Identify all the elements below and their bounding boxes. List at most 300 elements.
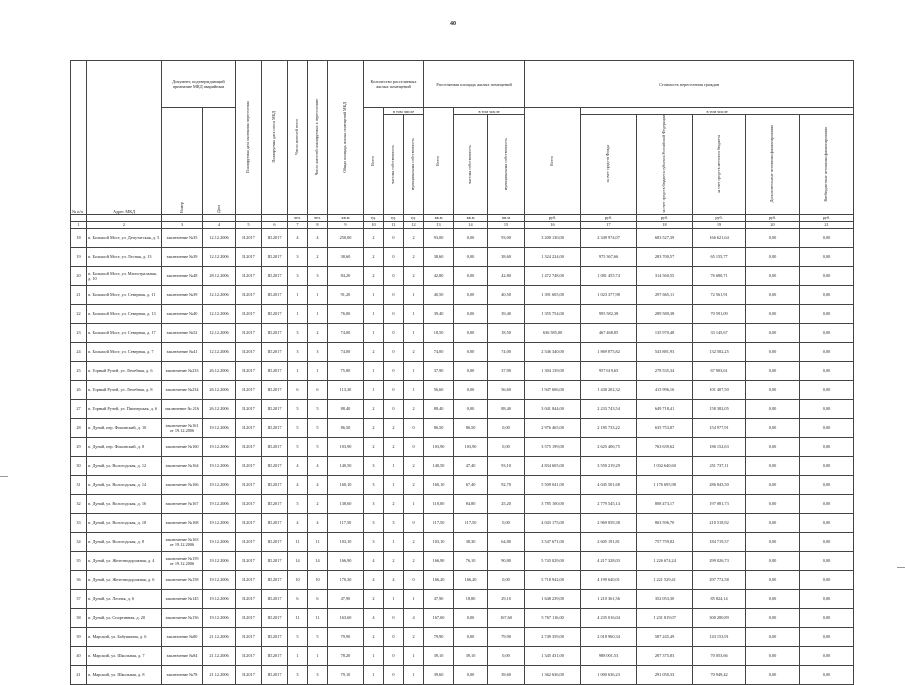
cost-total-cell: 2 546 340,00	[525, 342, 581, 361]
cost-total-cell: 1 324 224,00	[525, 247, 581, 266]
count-private-cell: 0	[384, 285, 404, 304]
address-cell: п. Большой Мост, ул. Лесная, д. 13	[87, 247, 162, 266]
address-cell: п. Дунай, ул. Лесная, д. 6	[87, 589, 162, 608]
area-private-cell: 0,00	[454, 399, 488, 418]
column-number-cell: 18	[637, 221, 693, 228]
count-municipal-cell: 2	[404, 475, 424, 494]
residents-to-move-cell: 2	[308, 247, 328, 266]
area-total-cell: 37,90	[424, 361, 454, 380]
area-private-cell: 0,00	[454, 247, 488, 266]
area-private-cell: 0,00	[454, 285, 488, 304]
count-private-cell: 0	[384, 665, 404, 684]
table-row	[71, 437, 854, 456]
header-num: № п/п	[71, 61, 87, 215]
area-total-cell: 38,60	[424, 247, 454, 266]
total-area-cell: 84,20	[328, 266, 364, 285]
total-area-cell: 166,90	[328, 551, 364, 570]
document-date-cell: 12.12.2006	[203, 285, 236, 304]
residents-cell: 6	[288, 589, 308, 608]
header-residents-to-move: Число жителей планируемых к переселению	[308, 61, 328, 215]
cost-fund-cell: 1 000 636,23	[581, 665, 637, 684]
count-total-cell: 2	[364, 399, 384, 418]
count-municipal-cell: 1	[404, 494, 424, 513]
unit-cell	[71, 214, 87, 221]
count-total-cell: 3	[364, 513, 384, 532]
area-municipal-cell: 0,00	[488, 513, 525, 532]
plan-end-cell: II.2017	[236, 589, 262, 608]
cost-offbudget-cell: 0,00	[800, 665, 854, 684]
row-number-cell: 36	[71, 570, 87, 589]
cost-offbudget-cell: 0,00	[800, 247, 854, 266]
header-count-municipal: муниципальная собственность	[404, 115, 424, 215]
area-total-cell: 47,90	[424, 589, 454, 608]
cost-extra-cell: 0,00	[746, 494, 800, 513]
cost-extra-cell: 0,00	[746, 532, 800, 551]
total-area-cell: 250,00	[328, 228, 364, 247]
residents-to-move-cell: 5	[308, 437, 328, 456]
column-numbers-row	[71, 221, 854, 228]
header-cost-fund: за счет средств Фонда	[581, 115, 637, 215]
plan-end-cell: II.2017	[236, 551, 262, 570]
area-total-cell: 103,90	[424, 437, 454, 456]
cost-local-cell: 186 152,63	[693, 437, 746, 456]
address-cell: п. Марский, ул. Бабушкина, д. 6	[87, 627, 162, 646]
plan-demolish-cell: III.2017	[262, 475, 288, 494]
table-row	[71, 589, 854, 608]
column-number-cell: 11	[384, 221, 404, 228]
cost-fund-cell: 2 625 406,75	[581, 437, 637, 456]
plan-end-cell: II.2017	[236, 532, 262, 551]
row-number-cell: 21	[71, 285, 87, 304]
residents-to-move-cell: 5	[308, 418, 328, 437]
relocation-table	[70, 60, 854, 685]
cost-fund-cell: 2 185 733,22	[581, 418, 637, 437]
residents-to-move-cell: 3	[308, 665, 328, 684]
table-body	[71, 228, 854, 684]
residents-cell: 1	[288, 304, 308, 323]
total-area-cell: 160,10	[328, 475, 364, 494]
document-number-cell: заключение №167	[162, 494, 203, 513]
table-row	[71, 380, 854, 399]
area-private-cell: 0,00	[454, 627, 488, 646]
cost-local-cell: 101 407,50	[693, 380, 746, 399]
cost-extra-cell: 0,00	[746, 247, 800, 266]
area-private-cell: 0,00	[454, 380, 488, 399]
residents-to-move-cell: 6	[308, 589, 328, 608]
area-private-cell: 18,80	[454, 589, 488, 608]
plan-end-cell: II.2017	[236, 494, 262, 513]
count-total-cell: 2	[364, 589, 384, 608]
row-number-cell: 30	[71, 456, 87, 475]
unit-cell	[236, 214, 262, 221]
document-number-cell: заключение №164	[162, 456, 203, 475]
area-private-cell: 0,00	[454, 342, 488, 361]
residents-cell: 3	[288, 266, 308, 285]
plan-demolish-cell: III.2017	[262, 665, 288, 684]
unit-cell: руб.	[525, 214, 581, 221]
plan-end-cell: II.2017	[236, 361, 262, 380]
area-private-cell: 0,00	[454, 608, 488, 627]
table-row	[71, 456, 854, 475]
cost-fund-cell: 995 582,38	[581, 304, 637, 323]
count-municipal-cell: 2	[404, 228, 424, 247]
cost-fund-cell: 1 430 202,32	[581, 380, 637, 399]
unit-cell: кв.м	[424, 214, 454, 221]
count-municipal-cell: 1	[404, 380, 424, 399]
area-total-cell: 88,40	[424, 399, 454, 418]
table-row	[71, 361, 854, 380]
address-cell: п. Дунай, ул. Железнодорожная, д. 6	[87, 570, 162, 589]
cost-total-cell: 1 345 431,00	[525, 646, 581, 665]
row-number-cell: 41	[71, 665, 87, 684]
address-cell: п. Дунай, ул. Спортивная, д. 20	[87, 608, 162, 627]
area-private-cell: 39,10	[454, 646, 488, 665]
table-row	[71, 513, 854, 532]
total-area-cell: 78,20	[328, 646, 364, 665]
count-municipal-cell: 4	[404, 608, 424, 627]
count-private-cell: 0	[384, 608, 404, 627]
document-date-cell: 19.12.2006	[203, 513, 236, 532]
plan-end-cell: II.2017	[236, 437, 262, 456]
residents-to-move-cell: 3	[308, 342, 328, 361]
cost-subject-cell: 135 970,48	[637, 323, 693, 342]
total-area-cell: 86,50	[328, 418, 364, 437]
address-cell: п. Большой Мост, ул. Депутатская, д. 5	[87, 228, 162, 247]
cost-extra-cell: 0,00	[746, 627, 800, 646]
cost-offbudget-cell: 0,00	[800, 361, 854, 380]
document-date-cell: 12.12.2006	[203, 342, 236, 361]
area-total-cell: 18,50	[424, 323, 454, 342]
cost-total-cell: 5 509 041,00	[525, 475, 581, 494]
unit-cell: кв.м	[488, 214, 525, 221]
residents-to-move-cell: 1	[308, 361, 328, 380]
cost-total-cell: 2 976 465,00	[525, 418, 581, 437]
cost-subject-cell: 1 231 819,07	[637, 608, 693, 627]
cost-local-cell: 158 382,05	[693, 399, 746, 418]
document-number-cell: заключение №40	[162, 304, 203, 323]
plan-end-cell: II.2017	[236, 323, 262, 342]
area-total-cell: 40,50	[424, 285, 454, 304]
cost-extra-cell: 0,00	[746, 475, 800, 494]
row-number-cell: 34	[71, 532, 87, 551]
count-municipal-cell: 1	[404, 646, 424, 665]
row-number-cell: 22	[71, 304, 87, 323]
document-date-cell: 19.12.2006	[203, 608, 236, 627]
cost-subject-cell: 808 473,17	[637, 494, 693, 513]
count-municipal-cell: 0	[404, 437, 424, 456]
row-number-cell: 25	[71, 361, 87, 380]
area-municipal-cell: 88,40	[488, 399, 525, 418]
row-number-cell: 35	[71, 551, 87, 570]
address-cell: п. Дунай, ул. Вологодская, д. 14	[87, 475, 162, 494]
count-total-cell: 2	[364, 228, 384, 247]
plan-demolish-cell: III.2017	[262, 418, 288, 437]
header-doc-group: Документ, подтверждающий признание МКД аварийным	[162, 61, 236, 108]
header-total-area: Общая площадь жилых помещений МКД	[328, 61, 364, 215]
cost-total-cell: 5 767 116,00	[525, 608, 581, 627]
column-number-cell: 6	[262, 221, 288, 228]
count-total-cell: 4	[364, 551, 384, 570]
residents-to-move-cell: 4	[308, 513, 328, 532]
unit-cell	[162, 214, 203, 221]
cost-total-cell: 5 718 942,00	[525, 570, 581, 589]
plan-end-cell: II.2017	[236, 228, 262, 247]
residents-to-move-cell: 4	[308, 456, 328, 475]
cost-offbudget-cell: 0,00	[800, 513, 854, 532]
unit-cell: кв.м	[454, 214, 488, 221]
plan-demolish-cell: III.2017	[262, 285, 288, 304]
count-private-cell: 2	[384, 551, 404, 570]
cost-total-cell: 1 947 606,00	[525, 380, 581, 399]
header-plan-demolish: Планируемая дата сноса МКД	[262, 61, 288, 215]
residents-cell: 4	[288, 228, 308, 247]
row-number-cell: 20	[71, 266, 87, 285]
table-row	[71, 266, 854, 285]
column-number-cell: 21	[800, 221, 854, 228]
area-private-cell: 47,40	[454, 456, 488, 475]
unit-cell: ед.	[384, 214, 404, 221]
residents-cell: 1	[288, 285, 308, 304]
column-number-cell: 3	[162, 221, 203, 228]
plan-demolish-cell: III.2017	[262, 608, 288, 627]
cost-extra-cell: 0,00	[746, 551, 800, 570]
plan-demolish-cell: III.2017	[262, 266, 288, 285]
residents-cell: 5	[288, 627, 308, 646]
cost-extra-cell: 0,00	[746, 266, 800, 285]
count-municipal-cell: 2	[404, 532, 424, 551]
residents-to-move-cell: 3	[308, 266, 328, 285]
count-private-cell: 1	[384, 532, 404, 551]
address-cell: п. Большой Мост, ул. Северная, д. 11	[87, 285, 162, 304]
cost-offbudget-cell: 0,00	[800, 608, 854, 627]
cost-offbudget-cell: 0,00	[800, 551, 854, 570]
count-total-cell: 2	[364, 437, 384, 456]
count-private-cell: 2	[384, 418, 404, 437]
plan-end-cell: II.2017	[236, 608, 262, 627]
header-cost-group: Стоимость переселения граждан	[525, 61, 854, 108]
area-municipal-cell: 18,50	[488, 323, 525, 342]
residents-to-move-cell: 5	[308, 399, 328, 418]
residents-to-move-cell: 10	[308, 570, 328, 589]
total-area-cell: 47,90	[328, 589, 364, 608]
plan-demolish-cell: III.2017	[262, 228, 288, 247]
cost-local-cell: 154 977,91	[693, 418, 746, 437]
column-number-cell: 16	[525, 221, 581, 228]
table-row	[71, 304, 854, 323]
plan-end-cell: II.2017	[236, 627, 262, 646]
document-number-cell: заключение №168	[162, 513, 203, 532]
unit-cell: кв.м	[328, 214, 364, 221]
count-total-cell: 3	[364, 475, 384, 494]
count-municipal-cell: 0	[404, 570, 424, 589]
plan-end-cell: II.2017	[236, 285, 262, 304]
count-private-cell: 1	[384, 456, 404, 475]
count-private-cell: 2	[384, 437, 404, 456]
header-cost-subject-budget: за счет средств бюджета субъекта Российской Федерации	[637, 115, 693, 215]
cost-offbudget-cell: 0,00	[800, 456, 854, 475]
count-municipal-cell: 1	[404, 361, 424, 380]
document-date-cell: 19.12.2006	[203, 494, 236, 513]
residents-to-move-cell: 1	[308, 304, 328, 323]
area-private-cell: 0,00	[454, 266, 488, 285]
residents-to-move-cell: 11	[308, 532, 328, 551]
document-number-cell: заключение №52	[162, 323, 203, 342]
document-number-cell: заключение №160	[162, 437, 203, 456]
count-private-cell: 0	[384, 380, 404, 399]
table-row	[71, 323, 854, 342]
residents-cell: 6	[288, 380, 308, 399]
area-municipal-cell: 64,80	[488, 532, 525, 551]
count-municipal-cell: 1	[404, 285, 424, 304]
area-private-cell: 86,50	[454, 418, 488, 437]
address-cell: п. Большой Мост, ул. Северная, д. 7	[87, 342, 162, 361]
area-total-cell: 39,60	[424, 665, 454, 684]
cost-local-cell: 67 903,61	[693, 361, 746, 380]
count-municipal-cell: 1	[404, 304, 424, 323]
area-municipal-cell: 167,60	[488, 608, 525, 627]
plan-demolish-cell: III.2017	[262, 380, 288, 399]
area-total-cell: 56,60	[424, 380, 454, 399]
unit-cell: руб.	[693, 214, 746, 221]
cost-fund-cell: 2 018 960,34	[581, 627, 637, 646]
plan-end-cell: II.2017	[236, 646, 262, 665]
cost-extra-cell: 0,00	[746, 437, 800, 456]
document-number-cell: заключение №234	[162, 380, 203, 399]
document-date-cell: 12.12.2006	[203, 323, 236, 342]
cost-offbudget-cell: 0,00	[800, 418, 854, 437]
total-area-cell: 79,10	[328, 665, 364, 684]
residents-cell: 3	[288, 342, 308, 361]
area-municipal-cell: 90,80	[488, 551, 525, 570]
cost-total-cell: 3 547 671,00	[525, 532, 581, 551]
area-total-cell: 117,50	[424, 513, 454, 532]
plan-end-cell: II.2017	[236, 266, 262, 285]
units-row	[71, 214, 854, 221]
area-municipal-cell: 79,90	[488, 627, 525, 646]
column-number-cell: 1	[71, 221, 87, 228]
cost-local-cell: 85 824,14	[693, 589, 746, 608]
table-row	[71, 627, 854, 646]
unit-cell: руб.	[800, 214, 854, 221]
header-address: Адрес МКД	[87, 61, 162, 215]
header-residents: Число жителей всего	[288, 61, 308, 215]
area-total-cell: 103,10	[424, 532, 454, 551]
area-total-cell: 160,10	[424, 475, 454, 494]
area-total-cell: 39,10	[424, 646, 454, 665]
cost-fund-cell: 2 349 974,07	[581, 228, 637, 247]
area-private-cell: 0,00	[454, 228, 488, 247]
address-cell: п. Марский, ул. Школьная, д. 8	[87, 665, 162, 684]
count-municipal-cell: 2	[404, 456, 424, 475]
row-number-cell: 31	[71, 475, 87, 494]
cost-local-cell: 184 719,37	[693, 532, 746, 551]
header-area-private: частная собственность	[454, 115, 488, 215]
unit-cell	[203, 214, 236, 221]
plan-demolish-cell: III.2017	[262, 532, 288, 551]
area-private-cell: 76,10	[454, 551, 488, 570]
plan-demolish-cell: III.2017	[262, 589, 288, 608]
cost-offbudget-cell: 0,00	[800, 323, 854, 342]
cost-local-cell: 299 026,73	[693, 551, 746, 570]
total-area-cell: 103,10	[328, 532, 364, 551]
count-total-cell: 1	[364, 285, 384, 304]
residents-to-move-cell: 5	[308, 627, 328, 646]
cost-local-cell: 76 680,71	[693, 266, 746, 285]
row-number-cell: 27	[71, 399, 87, 418]
cost-fund-cell: 4 235 016,04	[581, 608, 637, 627]
plan-end-cell: II.2017	[236, 456, 262, 475]
unit-cell: чел.	[308, 214, 328, 221]
address-cell: п. Дунай, ул. Вологодская, д. 18	[87, 513, 162, 532]
address-cell: п. Дунай, пер. Фокинский, д. 10	[87, 418, 162, 437]
area-private-cell: 67,40	[454, 475, 488, 494]
document-number-cell: заключение № 216	[162, 399, 203, 418]
total-area-cell: 103,90	[328, 437, 364, 456]
cost-offbudget-cell: 0,00	[800, 304, 854, 323]
left-margin-mark	[0, 476, 8, 477]
cost-offbudget-cell: 0,00	[800, 342, 854, 361]
total-area-cell: 76,00	[328, 304, 364, 323]
header-cost-total: Всего	[525, 108, 581, 215]
plan-demolish-cell: III.2017	[262, 437, 288, 456]
count-total-cell: 1	[364, 646, 384, 665]
cost-offbudget-cell: 0,00	[800, 437, 854, 456]
cost-offbudget-cell: 0,00	[800, 627, 854, 646]
count-total-cell: 1	[364, 323, 384, 342]
column-number-cell: 17	[581, 221, 637, 228]
cost-total-cell: 1 391 605,00	[525, 285, 581, 304]
cost-subject-cell: 763 639,62	[637, 437, 693, 456]
right-margin-mark	[897, 567, 905, 568]
count-municipal-cell: 2	[404, 342, 424, 361]
cost-local-cell: 132 582,25	[693, 342, 746, 361]
document-date-cell: 19.12.2006	[203, 570, 236, 589]
table-row	[71, 399, 854, 418]
row-number-cell: 26	[71, 380, 87, 399]
area-private-cell: 0,00	[454, 323, 488, 342]
header-cost-offbudget: Внебюджетные источники финансирования	[800, 115, 854, 215]
residents-to-move-cell: 2	[308, 494, 328, 513]
header-count-group: Количество расселяемых жилых помещений	[364, 61, 424, 108]
count-total-cell: 2	[364, 342, 384, 361]
cost-fund-cell: 467 468,85	[581, 323, 637, 342]
cost-extra-cell: 0,00	[746, 380, 800, 399]
cost-offbudget-cell: 0,00	[800, 285, 854, 304]
count-municipal-cell: 0	[404, 513, 424, 532]
cost-extra-cell: 0,00	[746, 228, 800, 247]
document-date-cell: 26.12.2006	[203, 380, 236, 399]
residents-to-move-cell: 14	[308, 551, 328, 570]
cost-subject-cell: 297 665,11	[637, 285, 693, 304]
cost-extra-cell: 0,00	[746, 342, 800, 361]
plan-demolish-cell: III.2017	[262, 494, 288, 513]
residents-cell: 5	[288, 494, 308, 513]
address-cell: п. Марский, ул. Школьная, д. 7	[87, 646, 162, 665]
plan-end-cell: II.2017	[236, 418, 262, 437]
cost-offbudget-cell: 0,00	[800, 399, 854, 418]
total-area-cell: 170,30	[328, 570, 364, 589]
count-total-cell: 2	[364, 418, 384, 437]
row-number-cell: 38	[71, 608, 87, 627]
document-date-cell: 21.12.2006	[203, 665, 236, 684]
unit-cell	[262, 214, 288, 221]
count-total-cell: 4	[364, 608, 384, 627]
count-municipal-cell: 2	[404, 266, 424, 285]
cost-local-cell: 70 591,09	[693, 304, 746, 323]
plan-demolish-cell: III.2017	[262, 627, 288, 646]
plan-end-cell: II.2017	[236, 665, 262, 684]
address-cell: п. Большой Мост, ул. Северная, д. 17	[87, 323, 162, 342]
